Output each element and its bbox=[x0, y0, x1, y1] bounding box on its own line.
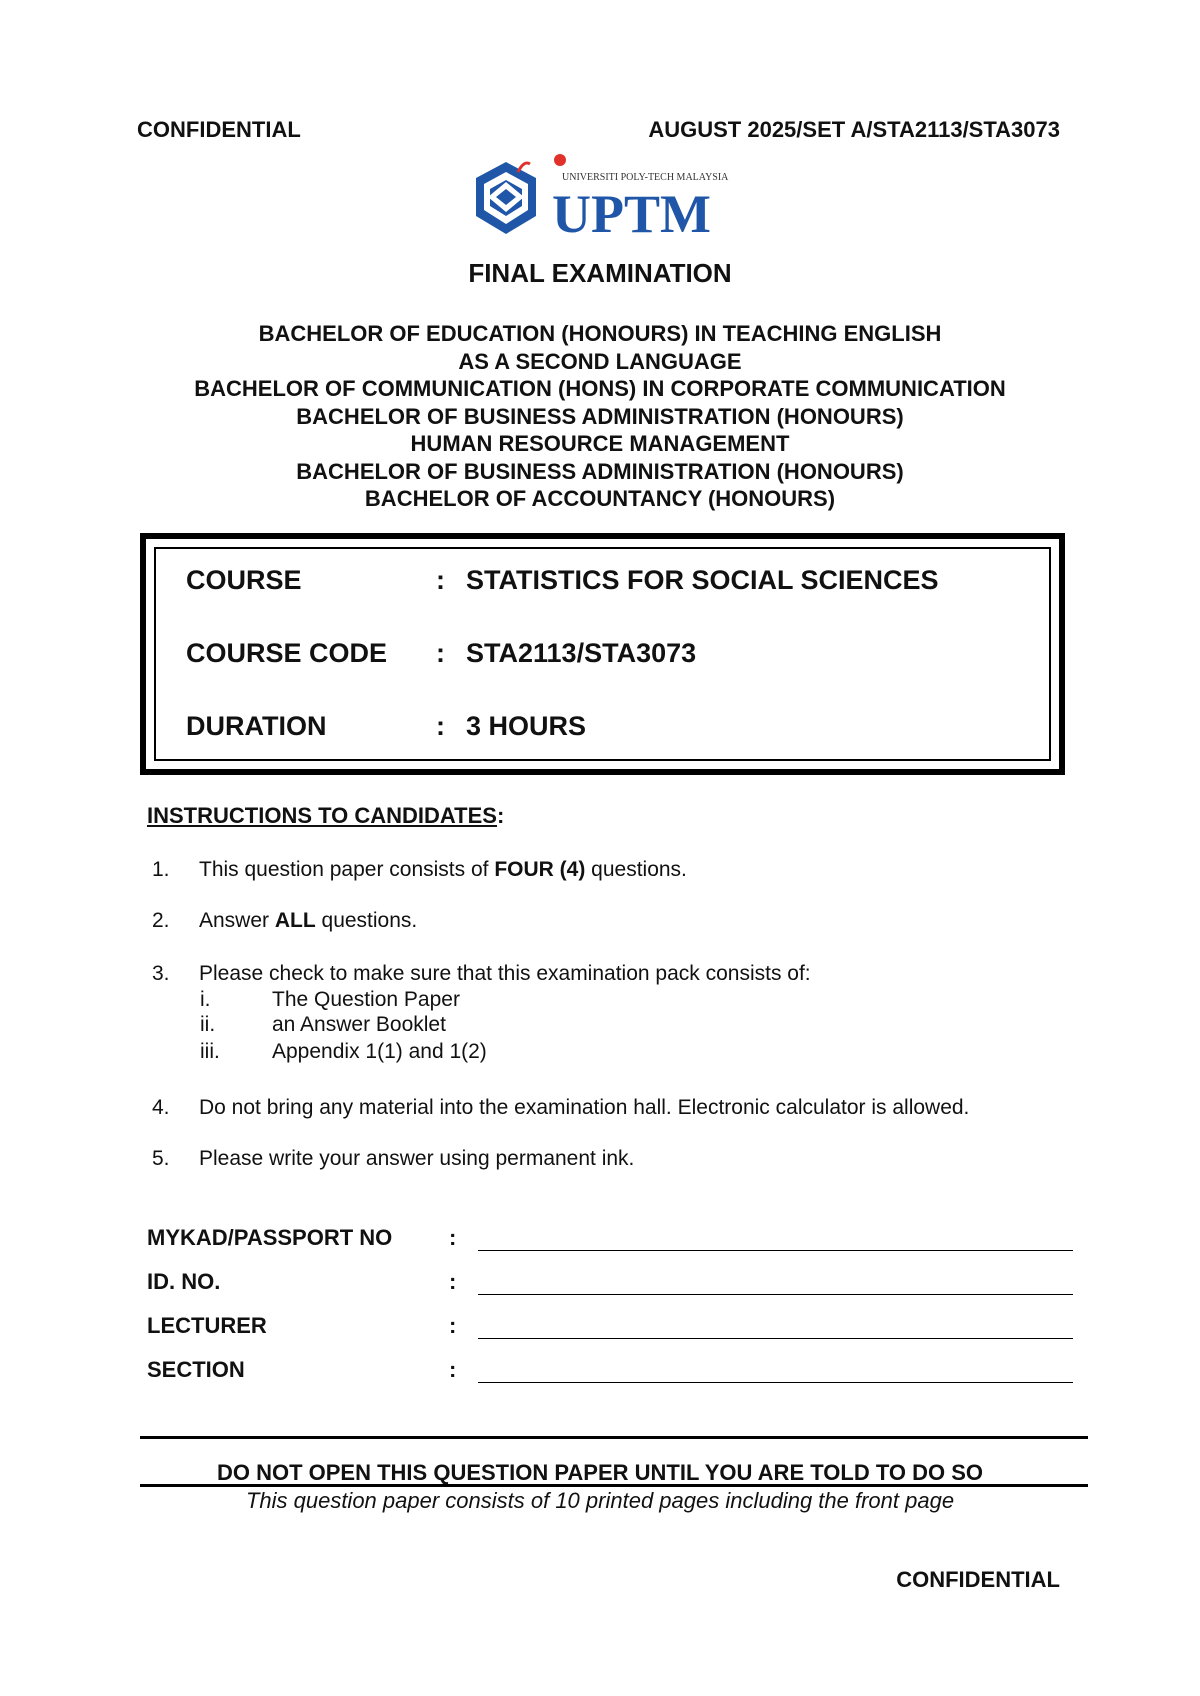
instruction-item bbox=[152, 962, 811, 986]
course-label: COURSE bbox=[186, 565, 302, 595]
instruction-number: 4. bbox=[152, 1096, 170, 1119]
instructions-title-suffix: : bbox=[496, 803, 505, 828]
logo-wordmark: UPTM bbox=[552, 184, 711, 244]
page-count-note: This question paper consists of 10 printed pages including the front page bbox=[245, 1488, 955, 1513]
field-colon: : bbox=[449, 1225, 457, 1250]
section-label: SECTION bbox=[147, 1357, 245, 1382]
instruction-item bbox=[152, 1096, 969, 1120]
programme-line: HUMAN RESOURCE MANAGEMENT bbox=[410, 431, 790, 456]
id-no-line bbox=[478, 1294, 1073, 1295]
field-colon: : bbox=[449, 1269, 457, 1294]
top-divider bbox=[140, 1436, 1088, 1439]
instructions-heading bbox=[147, 803, 504, 829]
instructions-title: INSTRUCTIONS TO CANDIDATES bbox=[147, 803, 497, 828]
header-confidential: CONFIDENTIAL bbox=[137, 117, 301, 142]
duration-separator: : bbox=[436, 711, 445, 741]
programme-line: BACHELOR OF COMMUNICATION (HONS) IN CORPORATE COMMUNICATION bbox=[194, 376, 1006, 401]
do-not-open-warning: DO NOT OPEN THIS QUESTION PAPER UNTIL YOU ARE TOLD TO DO SO bbox=[216, 1460, 983, 1485]
programme-line: BACHELOR OF EDUCATION (HONOURS) IN TEACHING ENGLISH bbox=[258, 321, 942, 346]
course-info-box bbox=[140, 533, 1065, 775]
pack-item-text: The Question Paper bbox=[272, 988, 460, 1011]
instruction-emphasis: FOUR (4) bbox=[494, 858, 586, 881]
section-line bbox=[478, 1382, 1073, 1383]
instruction-item bbox=[152, 1147, 634, 1171]
instruction-text-end: questions. bbox=[315, 909, 418, 932]
instruction-emphasis: ALL bbox=[274, 909, 316, 932]
instruction-text: This question paper consists of bbox=[199, 858, 495, 881]
pack-item bbox=[200, 988, 460, 1012]
mykad-passport-line bbox=[478, 1250, 1073, 1251]
footer-confidential: CONFIDENTIAL bbox=[896, 1567, 1060, 1592]
pack-item bbox=[200, 1013, 446, 1037]
instruction-text: Please write your answer using permanent ink. bbox=[199, 1147, 635, 1170]
pack-item-number: i. bbox=[200, 988, 211, 1011]
instruction-number: 3. bbox=[152, 962, 170, 985]
uptm-logo bbox=[466, 150, 746, 260]
instruction-item bbox=[152, 909, 417, 933]
course-code-value: STA2113/STA3073 bbox=[466, 638, 697, 668]
pack-item-text: Appendix 1(1) and 1(2) bbox=[272, 1040, 487, 1063]
duration-value: 3 HOURS bbox=[466, 711, 587, 741]
course-code-separator: : bbox=[436, 638, 445, 668]
bottom-divider bbox=[140, 1484, 1088, 1487]
pack-item bbox=[200, 1040, 487, 1064]
programme-list bbox=[0, 320, 1200, 513]
course-row bbox=[186, 565, 939, 596]
instruction-text: Answer bbox=[199, 909, 275, 932]
instruction-number: 2. bbox=[152, 909, 170, 932]
field-colon: : bbox=[449, 1313, 457, 1338]
lecturer-line bbox=[478, 1338, 1073, 1339]
field-colon: : bbox=[449, 1357, 457, 1382]
logo-flame-icon bbox=[554, 154, 566, 166]
pack-item-text: an Answer Booklet bbox=[272, 1013, 446, 1036]
instruction-number: 1. bbox=[152, 858, 170, 881]
course-info-inner-border bbox=[154, 547, 1051, 761]
programme-line: AS A SECOND LANGUAGE bbox=[458, 348, 742, 374]
instruction-number: 5. bbox=[152, 1147, 170, 1170]
duration-label: DURATION bbox=[186, 711, 327, 741]
course-separator: : bbox=[436, 565, 445, 595]
instruction-text-end: questions. bbox=[585, 858, 687, 881]
course-code-row bbox=[186, 638, 696, 669]
instruction-text: Please check to make sure that this examination pack consists of: bbox=[199, 962, 811, 985]
programme-line: BACHELOR OF BUSINESS ADMINISTRATION (HONOURS) bbox=[296, 403, 904, 429]
header-exam-code: AUGUST 2025/SET A/STA2113/STA3073 bbox=[648, 117, 1060, 142]
programme-line: BACHELOR OF ACCOUNTANCY (HONOURS) bbox=[364, 486, 836, 511]
duration-row bbox=[186, 711, 586, 742]
id-no-label: ID. NO. bbox=[147, 1269, 221, 1294]
instruction-text: Do not bring any material into the examination hall. Electronic calculator is allowed. bbox=[199, 1096, 970, 1119]
course-value: STATISTICS FOR SOCIAL SCIENCES bbox=[466, 565, 939, 595]
instruction-item bbox=[152, 858, 687, 882]
exam-title: FINAL EXAMINATION bbox=[468, 258, 732, 288]
logo-tagline: UNIVERSITI POLY-TECH MALAYSIA bbox=[562, 172, 729, 183]
pack-item-number: iii. bbox=[200, 1040, 220, 1063]
mykad-passport-label: MYKAD/PASSPORT NO bbox=[147, 1225, 393, 1250]
programme-line: BACHELOR OF BUSINESS ADMINISTRATION (HONOURS) bbox=[296, 458, 904, 484]
course-code-label: COURSE CODE bbox=[186, 638, 388, 668]
pack-item-number: ii. bbox=[200, 1013, 216, 1036]
lecturer-label: LECTURER bbox=[147, 1313, 267, 1338]
